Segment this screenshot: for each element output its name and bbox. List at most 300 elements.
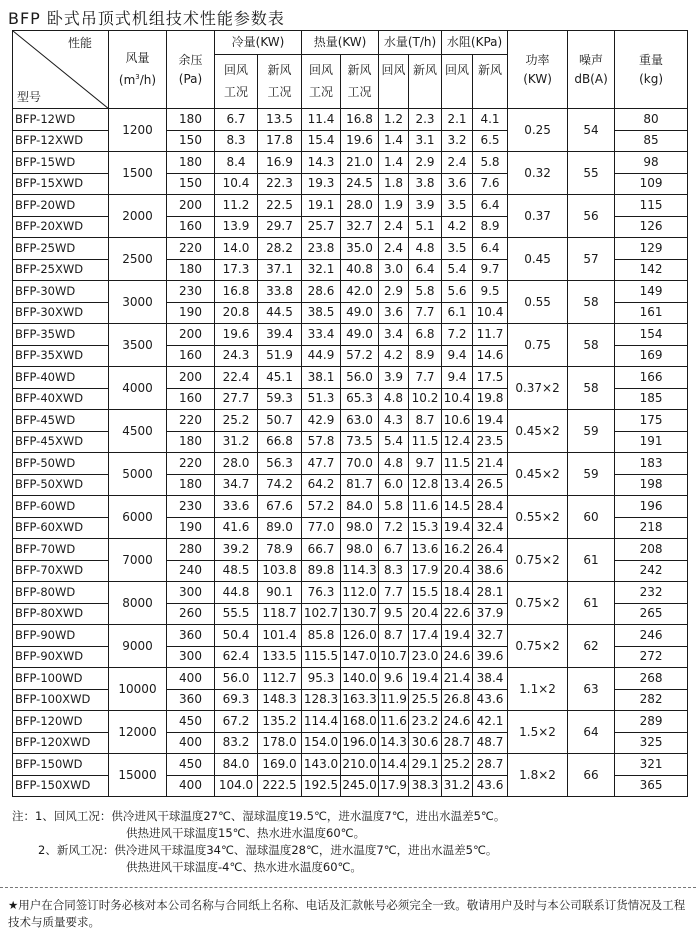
pressure-cell: 190: [167, 302, 215, 324]
table-row: [13, 668, 688, 690]
h_r-cell: 154.0: [302, 732, 341, 754]
weight-cell: 169: [615, 345, 688, 367]
weight-cell: 365: [615, 775, 688, 797]
pressure-cell: 260: [167, 603, 215, 625]
w_r-cell: 17.9: [379, 775, 409, 797]
power-cell: 0.25: [508, 109, 568, 152]
r_r-cell: 3.2: [442, 130, 473, 152]
h_f-cell: 35.0: [341, 238, 379, 260]
pressure-cell: 300: [167, 646, 215, 668]
r_r-cell: 3.6: [442, 173, 473, 195]
h_f-cell: 114.3: [341, 560, 379, 582]
h_r-cell: 95.3: [302, 668, 341, 690]
noise-cell: 60: [568, 496, 615, 539]
h_f-cell: 21.0: [341, 152, 379, 174]
model-cell: BFP-30WD: [13, 281, 109, 303]
h_f-cell: 63.0: [341, 410, 379, 432]
r_f-cell: 6.4: [473, 195, 508, 217]
model-cell: BFP-30XWD: [13, 302, 109, 324]
w_f-cell: 12.8: [409, 474, 442, 496]
header-power: 功率 (KW): [508, 31, 568, 109]
r_r-cell: 3.5: [442, 238, 473, 260]
table-row: [13, 367, 688, 389]
h_f-cell: 147.0: [341, 646, 379, 668]
weight-cell: 282: [615, 689, 688, 711]
r_r-cell: 7.2: [442, 324, 473, 346]
w_r-cell: 14.3: [379, 732, 409, 754]
weight-cell: 198: [615, 474, 688, 496]
spec-table-wrap: [12, 30, 687, 800]
w_f-cell: 3.9: [409, 195, 442, 217]
header-noise: 噪声 dB(A): [568, 31, 615, 109]
weight-cell: 321: [615, 754, 688, 776]
c_f-cell: 118.7: [258, 603, 302, 625]
power-cell: 0.75×2: [508, 625, 568, 668]
h_r-cell: 64.2: [302, 474, 341, 496]
power-cell: 0.75×2: [508, 582, 568, 625]
weight-cell: 208: [615, 539, 688, 561]
r_r-cell: 10.4: [442, 388, 473, 410]
h_r-cell: 143.0: [302, 754, 341, 776]
pressure-cell: 450: [167, 754, 215, 776]
note-line-2: 供热进风干球温度15℃、热水进水温度60℃。: [126, 826, 366, 840]
r_f-cell: 4.1: [473, 109, 508, 131]
table-row: [13, 453, 688, 475]
pressure-cell: 180: [167, 109, 215, 131]
c_r-cell: 50.4: [215, 625, 258, 647]
r_r-cell: 5.6: [442, 281, 473, 303]
w_r-cell: 3.4: [379, 324, 409, 346]
c_r-cell: 13.9: [215, 216, 258, 238]
w_r-cell: 8.3: [379, 560, 409, 582]
weight-cell: 289: [615, 711, 688, 733]
h_r-cell: 38.5: [302, 302, 341, 324]
model-cell: BFP-120XWD: [13, 732, 109, 754]
airflow-cell: 7000: [109, 539, 167, 582]
header-performance: 性能: [67, 36, 92, 50]
table-row: [13, 539, 688, 561]
c_f-cell: 22.5: [258, 195, 302, 217]
r_r-cell: 5.4: [442, 259, 473, 281]
c_r-cell: 6.7: [215, 109, 258, 131]
header-airflow-unit: $(m^3/h)$: [118, 73, 157, 87]
r_f-cell: 19.8: [473, 388, 508, 410]
sub-c-r: 回风 工况: [215, 55, 258, 109]
r_f-cell: 43.6: [473, 775, 508, 797]
r_r-cell: 12.4: [442, 431, 473, 453]
model-cell: BFP-45XWD: [13, 431, 109, 453]
footer-notice: ★用户在合同签订时务必核对本公司名称与合同纸上名称、电话及汇款帐号必须完全一致。敬请用户及时与本公司联系订货情况及工程技术与质量要求。: [8, 898, 686, 929]
r_f-cell: 32.4: [473, 517, 508, 539]
pressure-cell: 220: [167, 410, 215, 432]
pressure-cell: 160: [167, 345, 215, 367]
power-cell: 0.75×2: [508, 539, 568, 582]
c_f-cell: 37.1: [258, 259, 302, 281]
pressure-cell: 450: [167, 711, 215, 733]
r_f-cell: 38.6: [473, 560, 508, 582]
c_f-cell: 59.3: [258, 388, 302, 410]
w_f-cell: 2.9: [409, 152, 442, 174]
w_r-cell: 4.8: [379, 388, 409, 410]
c_r-cell: 83.2: [215, 732, 258, 754]
w_r-cell: 1.9: [379, 195, 409, 217]
weight-cell: 161: [615, 302, 688, 324]
noise-cell: 54: [568, 109, 615, 152]
w_r-cell: 6.7: [379, 539, 409, 561]
airflow-cell: 5000: [109, 453, 167, 496]
model-cell: BFP-60XWD: [13, 517, 109, 539]
r_r-cell: 2.1: [442, 109, 473, 131]
sub-w-f: 新风: [409, 55, 442, 109]
h_r-cell: 19.1: [302, 195, 341, 217]
h_f-cell: 49.0: [341, 302, 379, 324]
weight-cell: 232: [615, 582, 688, 604]
c_f-cell: 13.5: [258, 109, 302, 131]
h_f-cell: 32.7: [341, 216, 379, 238]
h_r-cell: 19.3: [302, 173, 341, 195]
pressure-cell: 230: [167, 496, 215, 518]
model-cell: BFP-40XWD: [13, 388, 109, 410]
noise-cell: 66: [568, 754, 615, 797]
model-cell: BFP-80WD: [13, 582, 109, 604]
pressure-cell: 150: [167, 173, 215, 195]
table-row: [13, 410, 688, 432]
model-cell: BFP-100XWD: [13, 689, 109, 711]
c_r-cell: 17.3: [215, 259, 258, 281]
pressure-cell: 360: [167, 689, 215, 711]
note-line-3: 2、新风工况：供冷进风干球温度34℃、湿球温度28℃，进水温度7℃，进出水温差5℃。: [38, 843, 498, 857]
r_f-cell: 14.6: [473, 345, 508, 367]
w_r-cell: 8.7: [379, 625, 409, 647]
r_r-cell: 31.2: [442, 775, 473, 797]
w_r-cell: 9.6: [379, 668, 409, 690]
c_r-cell: 10.4: [215, 173, 258, 195]
c_r-cell: 84.0: [215, 754, 258, 776]
h_f-cell: 163.3: [341, 689, 379, 711]
c_r-cell: 14.0: [215, 238, 258, 260]
model-cell: BFP-90WD: [13, 625, 109, 647]
c_f-cell: 44.5: [258, 302, 302, 324]
r_r-cell: 20.4: [442, 560, 473, 582]
c_r-cell: 20.8: [215, 302, 258, 324]
model-cell: BFP-70WD: [13, 539, 109, 561]
model-cell: BFP-70XWD: [13, 560, 109, 582]
w_r-cell: 4.3: [379, 410, 409, 432]
pressure-cell: 190: [167, 517, 215, 539]
c_f-cell: 28.2: [258, 238, 302, 260]
h_r-cell: 66.7: [302, 539, 341, 561]
h_r-cell: 57.2: [302, 496, 341, 518]
w_f-cell: 6.4: [409, 259, 442, 281]
r_f-cell: 11.7: [473, 324, 508, 346]
w_f-cell: 3.1: [409, 130, 442, 152]
pressure-cell: 180: [167, 259, 215, 281]
table-row: [13, 195, 688, 217]
noise-cell: 62: [568, 625, 615, 668]
airflow-cell: 3000: [109, 281, 167, 324]
c_f-cell: 90.1: [258, 582, 302, 604]
c_r-cell: 19.6: [215, 324, 258, 346]
header-heating: 热量(KW): [302, 31, 379, 55]
c_r-cell: 67.2: [215, 711, 258, 733]
header-airflow: [109, 31, 167, 109]
c_f-cell: 56.3: [258, 453, 302, 475]
c_r-cell: 69.3: [215, 689, 258, 711]
w_f-cell: 5.8: [409, 281, 442, 303]
page-title: BFP 卧式吊顶式机组技术性能参数表: [8, 9, 285, 28]
w_r-cell: 11.9: [379, 689, 409, 711]
h_f-cell: 81.7: [341, 474, 379, 496]
w_r-cell: 11.6: [379, 711, 409, 733]
h_r-cell: 11.4: [302, 109, 341, 131]
weight-cell: 196: [615, 496, 688, 518]
power-cell: 0.45×2: [508, 453, 568, 496]
h_r-cell: 192.5: [302, 775, 341, 797]
r_f-cell: 42.1: [473, 711, 508, 733]
c_r-cell: 41.6: [215, 517, 258, 539]
w_f-cell: 15.3: [409, 517, 442, 539]
w_f-cell: 11.6: [409, 496, 442, 518]
c_r-cell: 55.5: [215, 603, 258, 625]
pressure-cell: 400: [167, 732, 215, 754]
r_r-cell: 18.4: [442, 582, 473, 604]
pressure-cell: 180: [167, 431, 215, 453]
table-row: [13, 238, 688, 260]
r_f-cell: 28.7: [473, 754, 508, 776]
model-cell: BFP-35XWD: [13, 345, 109, 367]
c_f-cell: 45.1: [258, 367, 302, 389]
diagonal-header-cell: [13, 31, 109, 109]
power-cell: 0.32: [508, 152, 568, 195]
w_f-cell: 17.4: [409, 625, 442, 647]
r_f-cell: 17.5: [473, 367, 508, 389]
c_f-cell: 16.9: [258, 152, 302, 174]
r_r-cell: 3.5: [442, 195, 473, 217]
power-cell: 0.55×2: [508, 496, 568, 539]
r_f-cell: 9.5: [473, 281, 508, 303]
h_r-cell: 23.8: [302, 238, 341, 260]
table-row: [13, 152, 688, 174]
w_f-cell: 8.7: [409, 410, 442, 432]
model-cell: BFP-45WD: [13, 410, 109, 432]
airflow-cell: 4000: [109, 367, 167, 410]
r_r-cell: 21.4: [442, 668, 473, 690]
w_r-cell: 1.8: [379, 173, 409, 195]
h_f-cell: 57.2: [341, 345, 379, 367]
c_r-cell: 56.0: [215, 668, 258, 690]
noise-cell: 58: [568, 367, 615, 410]
h_f-cell: 70.0: [341, 453, 379, 475]
h_r-cell: 14.3: [302, 152, 341, 174]
h_f-cell: 210.0: [341, 754, 379, 776]
model-cell: BFP-90XWD: [13, 646, 109, 668]
w_r-cell: 4.2: [379, 345, 409, 367]
r_r-cell: 16.2: [442, 539, 473, 561]
table-row: [13, 281, 688, 303]
h_r-cell: 47.7: [302, 453, 341, 475]
weight-cell: 142: [615, 259, 688, 281]
weight-cell: 183: [615, 453, 688, 475]
h_r-cell: 89.8: [302, 560, 341, 582]
table-row: [13, 496, 688, 518]
h_r-cell: 128.3: [302, 689, 341, 711]
airflow-cell: 2500: [109, 238, 167, 281]
pressure-cell: 200: [167, 367, 215, 389]
pressure-cell: 200: [167, 324, 215, 346]
w_f-cell: 29.1: [409, 754, 442, 776]
model-cell: BFP-25XWD: [13, 259, 109, 281]
airflow-cell: 9000: [109, 625, 167, 668]
r_r-cell: 6.1: [442, 302, 473, 324]
model-cell: BFP-60WD: [13, 496, 109, 518]
pressure-cell: 360: [167, 625, 215, 647]
h_f-cell: 42.0: [341, 281, 379, 303]
w_r-cell: 3.6: [379, 302, 409, 324]
airflow-cell: 15000: [109, 754, 167, 797]
w_f-cell: 2.3: [409, 109, 442, 131]
pressure-cell: 160: [167, 216, 215, 238]
c_r-cell: 48.5: [215, 560, 258, 582]
r_f-cell: 48.7: [473, 732, 508, 754]
w_f-cell: 17.9: [409, 560, 442, 582]
c_f-cell: 17.8: [258, 130, 302, 152]
w_f-cell: 19.4: [409, 668, 442, 690]
power-cell: 0.75: [508, 324, 568, 367]
c_r-cell: 24.3: [215, 345, 258, 367]
noise-cell: 59: [568, 453, 615, 496]
weight-cell: 166: [615, 367, 688, 389]
airflow-cell: 1500: [109, 152, 167, 195]
h_f-cell: 19.6: [341, 130, 379, 152]
c_r-cell: 34.7: [215, 474, 258, 496]
airflow-cell: 8000: [109, 582, 167, 625]
r_f-cell: 26.4: [473, 539, 508, 561]
w_f-cell: 6.8: [409, 324, 442, 346]
weight-cell: 85: [615, 130, 688, 152]
c_f-cell: 103.8: [258, 560, 302, 582]
h_r-cell: 28.6: [302, 281, 341, 303]
noise-cell: 61: [568, 582, 615, 625]
h_f-cell: 126.0: [341, 625, 379, 647]
sub-h-f: 新风 工况: [341, 55, 379, 109]
sub-c-f: 新风 工况: [258, 55, 302, 109]
c_r-cell: 33.6: [215, 496, 258, 518]
table-row: [13, 582, 688, 604]
w_f-cell: 9.7: [409, 453, 442, 475]
h_f-cell: 168.0: [341, 711, 379, 733]
model-cell: BFP-15XWD: [13, 173, 109, 195]
model-cell: BFP-15WD: [13, 152, 109, 174]
pressure-cell: 200: [167, 195, 215, 217]
c_r-cell: 39.2: [215, 539, 258, 561]
model-cell: BFP-150XWD: [13, 775, 109, 797]
r_r-cell: 25.2: [442, 754, 473, 776]
header-water-res: 水阻(KPa): [442, 31, 508, 55]
r_f-cell: 28.4: [473, 496, 508, 518]
w_r-cell: 9.5: [379, 603, 409, 625]
model-cell: BFP-20WD: [13, 195, 109, 217]
h_f-cell: 65.3: [341, 388, 379, 410]
w_f-cell: 23.2: [409, 711, 442, 733]
header-pressure: 余压 (Pa): [167, 31, 215, 109]
c_f-cell: 101.4: [258, 625, 302, 647]
power-cell: 0.37×2: [508, 367, 568, 410]
c_r-cell: 62.4: [215, 646, 258, 668]
airflow-cell: 2000: [109, 195, 167, 238]
w_r-cell: 1.2: [379, 109, 409, 131]
pressure-cell: 220: [167, 453, 215, 475]
h_r-cell: 42.9: [302, 410, 341, 432]
power-cell: 1.5×2: [508, 711, 568, 754]
r_f-cell: 38.4: [473, 668, 508, 690]
c_f-cell: 29.7: [258, 216, 302, 238]
c_r-cell: 31.2: [215, 431, 258, 453]
w_r-cell: 7.2: [379, 517, 409, 539]
notes: [12, 808, 505, 876]
c_f-cell: 148.3: [258, 689, 302, 711]
w_r-cell: 7.7: [379, 582, 409, 604]
r_r-cell: 28.7: [442, 732, 473, 754]
c_f-cell: 51.9: [258, 345, 302, 367]
pressure-cell: 220: [167, 238, 215, 260]
sub-r-r: 回风: [442, 55, 473, 109]
r_r-cell: 9.4: [442, 345, 473, 367]
note-line-1: 注：1、回风工况：供冷进风干球温度27℃、湿球温度19.5℃，进水温度7℃，进出水温差5℃。: [12, 809, 506, 823]
w_r-cell: 6.0: [379, 474, 409, 496]
h_r-cell: 44.9: [302, 345, 341, 367]
table-row: [13, 754, 688, 776]
table-row: [13, 324, 688, 346]
pressure-cell: 300: [167, 582, 215, 604]
weight-cell: 129: [615, 238, 688, 260]
c_r-cell: 11.2: [215, 195, 258, 217]
noise-cell: 55: [568, 152, 615, 195]
model-cell: BFP-80XWD: [13, 603, 109, 625]
c_f-cell: 89.0: [258, 517, 302, 539]
pressure-cell: 400: [167, 775, 215, 797]
r_r-cell: 11.5: [442, 453, 473, 475]
h_r-cell: 77.0: [302, 517, 341, 539]
header-water-flow: 水量(T/h): [379, 31, 442, 55]
h_f-cell: 16.8: [341, 109, 379, 131]
power-cell: 0.45: [508, 238, 568, 281]
h_f-cell: 56.0: [341, 367, 379, 389]
weight-cell: 115: [615, 195, 688, 217]
w_f-cell: 25.5: [409, 689, 442, 711]
r_f-cell: 23.5: [473, 431, 508, 453]
model-cell: BFP-20XWD: [13, 216, 109, 238]
w_f-cell: 15.5: [409, 582, 442, 604]
r_r-cell: 19.4: [442, 517, 473, 539]
w_f-cell: 7.7: [409, 302, 442, 324]
w_f-cell: 10.2: [409, 388, 442, 410]
r_f-cell: 19.4: [473, 410, 508, 432]
h_r-cell: 57.8: [302, 431, 341, 453]
weight-cell: 268: [615, 668, 688, 690]
r_r-cell: 2.4: [442, 152, 473, 174]
divider: [0, 887, 696, 888]
noise-cell: 63: [568, 668, 615, 711]
table-row: [13, 109, 688, 131]
r_f-cell: 10.4: [473, 302, 508, 324]
c_r-cell: 8.3: [215, 130, 258, 152]
noise-cell: 64: [568, 711, 615, 754]
c_f-cell: 222.5: [258, 775, 302, 797]
c_f-cell: 112.7: [258, 668, 302, 690]
r_f-cell: 21.4: [473, 453, 508, 475]
r_r-cell: 4.2: [442, 216, 473, 238]
w_r-cell: 3.0: [379, 259, 409, 281]
